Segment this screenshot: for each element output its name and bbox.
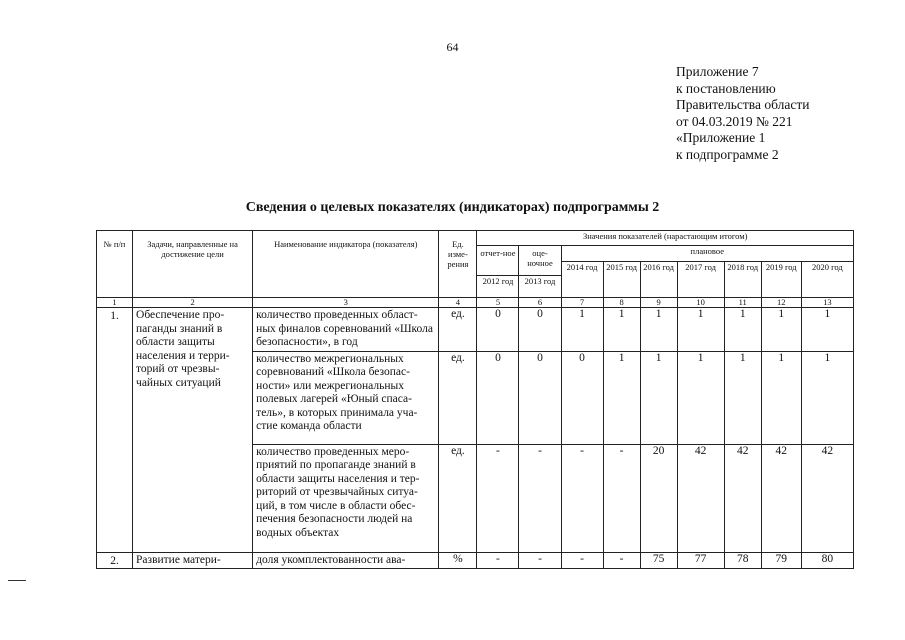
row-value: 78	[724, 552, 761, 569]
header-reported: отчет-ное	[477, 246, 519, 276]
row-indicator: доля укомплектованности ава-	[253, 552, 439, 569]
row-number: 2.	[97, 552, 133, 569]
row-value: 1	[561, 308, 603, 352]
table-row	[97, 552, 854, 569]
row-unit: ед.	[439, 444, 477, 552]
header-year: 2015 год	[603, 262, 640, 298]
document-title: Сведения о целевых показателях (индикаторах) подпрограммы 2	[245, 200, 660, 215]
column-number: 12	[761, 298, 801, 308]
row-value: -	[519, 552, 561, 569]
row-value: 0	[477, 308, 519, 352]
row-value: 1	[677, 351, 724, 444]
margin-mark	[8, 580, 26, 581]
column-number: 13	[801, 298, 853, 308]
header-tasks: Задачи, направленные на достижение цели	[133, 231, 253, 298]
row-value: 77	[677, 552, 724, 569]
row-value: 75	[640, 552, 677, 569]
row-value: 42	[677, 444, 724, 552]
row-value: 1	[640, 351, 677, 444]
row-task: Развитие матери-	[133, 552, 253, 569]
row-value: 0	[519, 351, 561, 444]
header-unit: Ед. изме-рения	[439, 231, 477, 298]
row-value: 79	[761, 552, 801, 569]
header-year: 2013 год	[519, 276, 561, 298]
indicators-table	[96, 230, 854, 569]
appendix-line: от 04.03.2019 № 221	[676, 113, 793, 129]
page-number: 64	[446, 40, 459, 54]
row-value: 1	[724, 351, 761, 444]
row-value: -	[603, 552, 640, 569]
row-value: 1	[677, 308, 724, 352]
row-indicator: количество проведенных меро-приятий по пропаганде знаний в области защиты населения и тер-риторий от чрезвычайных ситуа-ций, в том числе в области обес-печения безопасности людей на водных объектах	[253, 444, 439, 552]
row-indicator: количество проведенных област-ных финалов соревнований «Школа безопасности», в год	[253, 308, 439, 352]
appendix-line: Приложение 7	[676, 64, 759, 79]
row-value: 1	[761, 308, 801, 352]
header-year: 2017 год	[677, 262, 724, 298]
header-estimated: оце-ночное	[519, 246, 561, 276]
row-value: 42	[801, 444, 853, 552]
row-value: 1	[640, 308, 677, 352]
appendix-line: к постановлению	[676, 80, 776, 96]
row-value: -	[603, 444, 640, 552]
column-number: 8	[603, 298, 640, 308]
row-number: 1.	[97, 308, 133, 553]
row-value: 1	[801, 351, 853, 444]
column-number: 4	[439, 298, 477, 308]
row-value: 42	[761, 444, 801, 552]
table-row	[97, 308, 854, 352]
row-value: 0	[519, 308, 561, 352]
row-unit: %	[439, 552, 477, 569]
header-year: 2016 год	[640, 262, 677, 298]
row-value: 0	[561, 351, 603, 444]
column-number: 2	[133, 298, 253, 308]
header-year: 2020 год	[801, 262, 853, 298]
column-number: 6	[519, 298, 561, 308]
header-planned: плановое	[561, 246, 853, 262]
row-unit: ед.	[439, 351, 477, 444]
column-number: 1	[97, 298, 133, 308]
column-number: 9	[640, 298, 677, 308]
appendix-line: «Приложение 1	[676, 130, 766, 145]
header-values-group: Значения показателей (нарастающим итогом)	[477, 231, 854, 246]
row-value: 1	[603, 308, 640, 352]
column-number: 11	[724, 298, 761, 308]
row-value: -	[477, 552, 519, 569]
row-value: 0	[477, 351, 519, 444]
row-value: 1	[761, 351, 801, 444]
header-year: 2018 год	[724, 262, 761, 298]
row-value: -	[519, 444, 561, 552]
column-number: 7	[561, 298, 603, 308]
appendix-block	[676, 64, 809, 163]
row-value: -	[477, 444, 519, 552]
column-number: 10	[677, 298, 724, 308]
header-year: 2012 год	[477, 276, 519, 298]
row-value: 42	[724, 444, 761, 552]
column-number: 3	[253, 298, 439, 308]
header-year: 2014 год	[561, 262, 603, 298]
row-task: Обеспечение про-паганды знаний в области защиты населения и терри-торий от чрезвы-чайных ситуаций	[133, 308, 253, 553]
header-num: № п/п	[97, 231, 133, 298]
row-unit: ед.	[439, 308, 477, 352]
row-value: 1	[724, 308, 761, 352]
row-indicator: количество межрегиональных соревнований «Школа безопас-ности» или межрегиональных полевых лагерей «Юный спаса-тель», в которых принимала уча-стие команда области	[253, 351, 439, 444]
row-value: 1	[801, 308, 853, 352]
row-value: 80	[801, 552, 853, 569]
row-value: -	[561, 552, 603, 569]
row-value: 20	[640, 444, 677, 552]
header-indicator: Наименование индикатора (показателя)	[253, 231, 439, 298]
row-value: 1	[603, 351, 640, 444]
appendix-line: к подпрограмме 2	[676, 146, 779, 162]
column-number: 5	[477, 298, 519, 308]
row-value: -	[561, 444, 603, 552]
appendix-line: Правительства области	[676, 97, 810, 112]
header-year: 2019 год	[761, 262, 801, 298]
